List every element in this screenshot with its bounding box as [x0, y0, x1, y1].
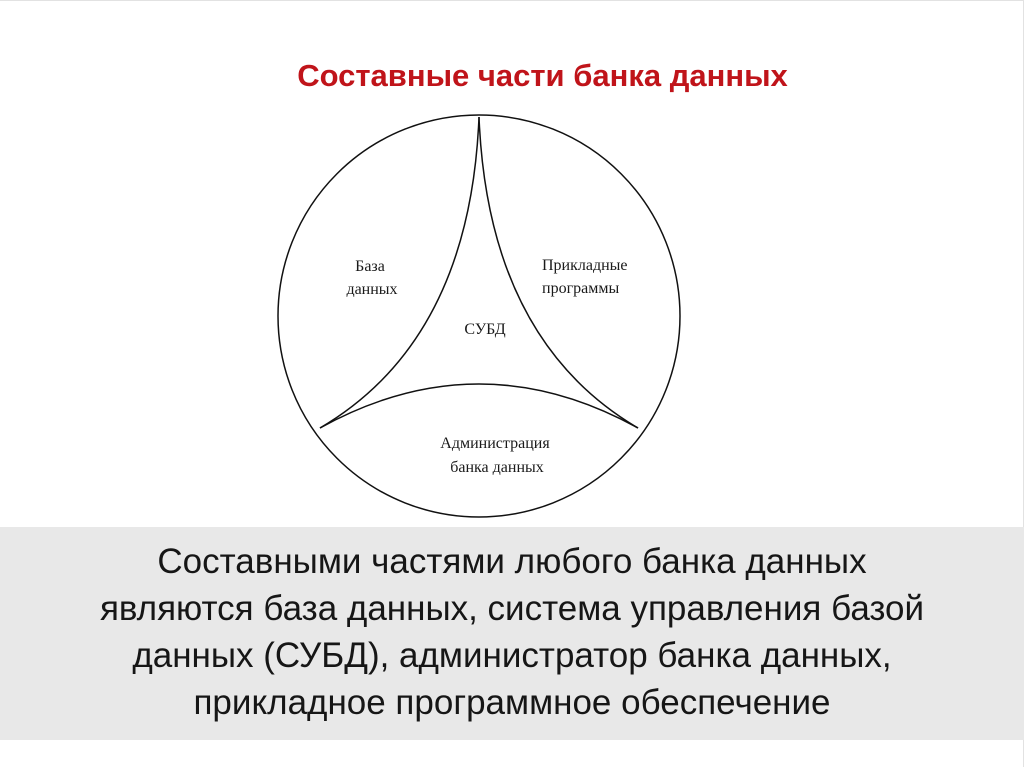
label-applications-line-1: Прикладные: [542, 257, 628, 274]
summary-text: [0, 538, 1024, 726]
label-applications-line-2: программы: [542, 280, 620, 297]
slide-title: Составные части банка данных: [297, 58, 788, 93]
summary-line-1: Составными частями любого банка данных: [157, 542, 867, 581]
label-administration-line-2: банка данных: [450, 459, 544, 476]
summary-line-2: являются база данных, система управления базой: [99, 589, 925, 628]
summary-line-3: данных (СУБД), администратор банка данных,: [132, 636, 892, 675]
summary-line-4: прикладное программное обеспечение: [193, 683, 831, 722]
label-applications: [542, 257, 632, 297]
label-database: [346, 258, 397, 298]
label-administration: [440, 435, 553, 476]
label-database-line-2: данных: [346, 281, 398, 298]
label-administration-line-1: Администрация: [440, 435, 550, 452]
curve-left: [320, 117, 479, 428]
outer-circle: [278, 115, 680, 517]
curve-bottom: [320, 384, 638, 428]
label-dbms: СУБД: [464, 321, 506, 338]
label-database-line-1: База: [355, 258, 385, 275]
